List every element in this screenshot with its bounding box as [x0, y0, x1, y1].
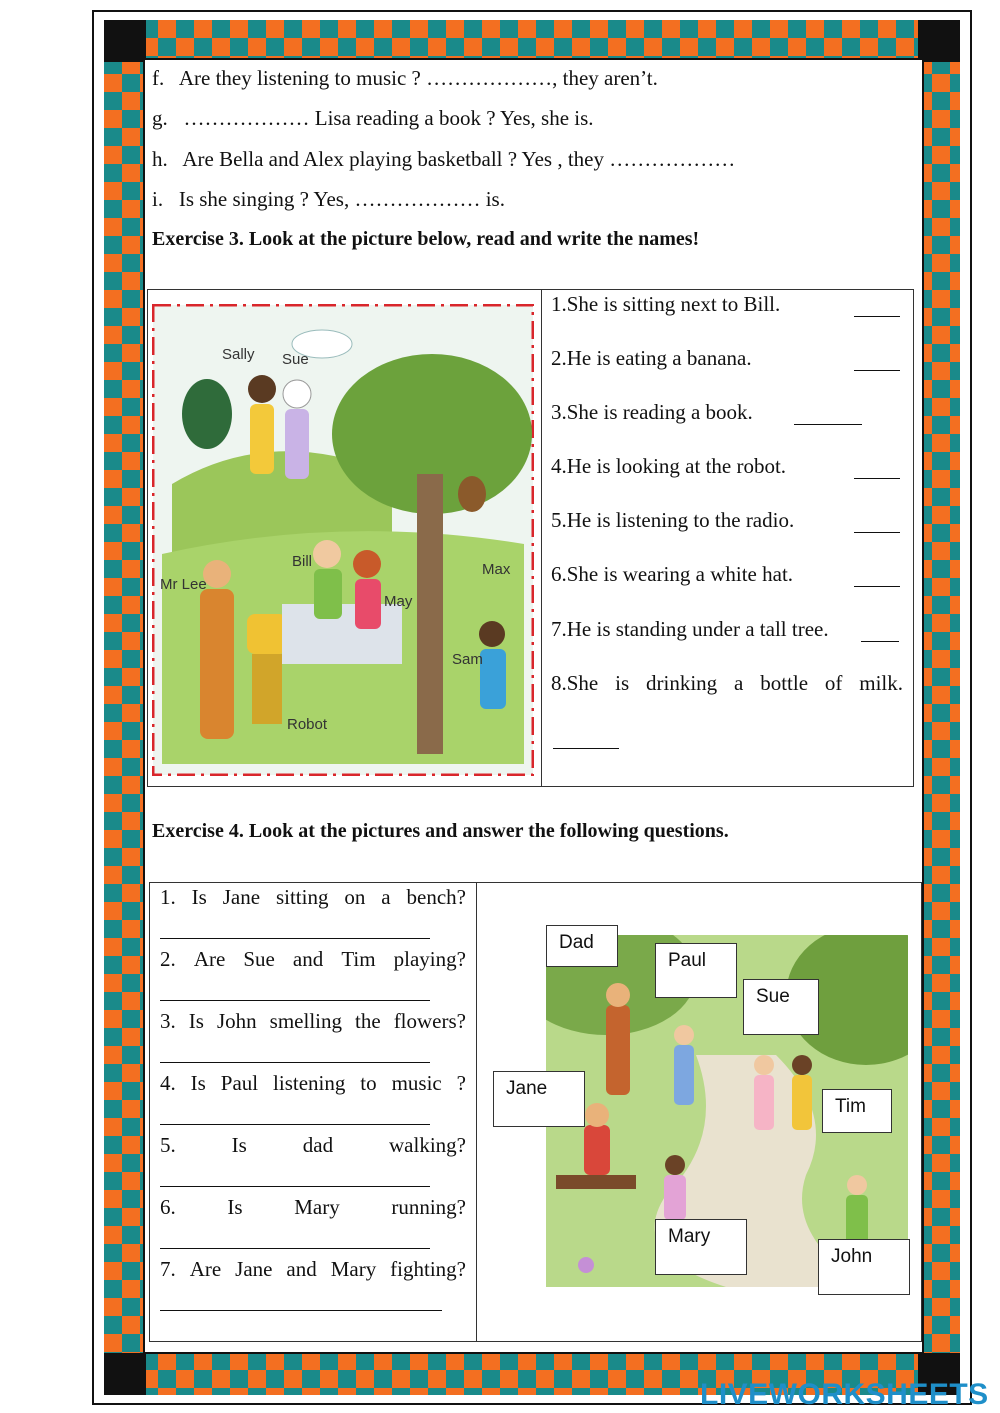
question-word: Is: [188, 1009, 204, 1033]
name-tag-tim: Tim: [822, 1089, 892, 1133]
question-word: Is: [190, 1071, 206, 1095]
question-1: [160, 885, 466, 910]
answer-blank[interactable]: [861, 623, 899, 642]
sentence-5: 5.He is listening to the radio.: [551, 508, 795, 532]
answer-blank[interactable]: [553, 730, 619, 749]
line-text: Is she singing ? Yes, ……………… is.: [178, 187, 505, 211]
sentence-8: 8.She is drinking a bottle of milk.: [551, 671, 903, 695]
question-word: 1.: [160, 885, 176, 909]
label-bill: Bill: [292, 553, 313, 570]
exercise-line-h: [152, 147, 735, 172]
question-word: smelling: [269, 1009, 342, 1033]
line-text: Are they listening to music ? ………………, they aren’t.: [178, 66, 658, 90]
sentence-4: 4.He is looking at the robot.: [551, 454, 787, 478]
name-tag-john: John: [818, 1239, 910, 1295]
table-divider: [541, 290, 542, 786]
line-label: h.: [152, 147, 168, 171]
question-word: bench?: [406, 885, 466, 909]
label-mr-lee: Mr Lee: [160, 576, 207, 593]
name-tag-mary: Mary: [655, 1219, 747, 1275]
exercise-line-i: [152, 187, 505, 212]
liveworksheets-logo: LIVEWORKSHEETS: [700, 1378, 989, 1411]
label-sally: Sally: [222, 346, 255, 363]
name-tag-dad: Dad: [546, 925, 618, 967]
answer-blank[interactable]: [854, 298, 900, 317]
question-word: on: [344, 885, 366, 909]
park-scene-picture: [152, 304, 534, 776]
exercise-4-table: [149, 882, 922, 1342]
question-word: 4.: [160, 1071, 176, 1095]
label-sam: Sam: [452, 651, 483, 668]
label-sue: Sue: [282, 351, 309, 368]
question-word: and: [286, 1257, 317, 1281]
question-word: Mary: [330, 1257, 377, 1281]
question-3: [160, 1009, 466, 1034]
question-word: Are: [189, 1257, 222, 1281]
question-word: Mary: [294, 1195, 340, 1219]
name-tag-sue: Sue: [743, 979, 819, 1035]
question-5: [160, 1133, 466, 1158]
question-word: fighting?: [390, 1257, 466, 1281]
sentence-3: 3.She is reading a book.: [551, 400, 753, 424]
question-word: Sue: [243, 947, 275, 971]
question-word: Is: [191, 885, 207, 909]
answer-line[interactable]: [160, 1123, 430, 1125]
exercise-4-heading: Exercise 4. Look at the pictures and answer the following questions.: [152, 820, 729, 842]
answer-line[interactable]: [160, 1309, 442, 1311]
answer-blank[interactable]: [794, 406, 862, 425]
question-word: ?: [456, 1071, 466, 1095]
answer-line[interactable]: [160, 1061, 430, 1063]
answer-blank[interactable]: [854, 352, 900, 371]
question-word: 3.: [160, 1009, 176, 1033]
line-text: ……………… Lisa reading a book ? Yes, she is.: [183, 106, 594, 130]
label-may: May: [384, 593, 413, 610]
exercise-line-g: [152, 106, 594, 131]
question-word: Are: [193, 947, 226, 971]
table-divider: [476, 883, 477, 1341]
sentence-7: 7.He is standing under a tall tree.: [551, 617, 829, 641]
question-word: Is: [227, 1195, 243, 1219]
exercise-line-f: [152, 66, 658, 91]
question-6: [160, 1195, 466, 1220]
line-label: f.: [152, 66, 165, 90]
question-word: Paul: [220, 1071, 259, 1095]
question-list: [150, 883, 476, 1341]
question-word: dad: [302, 1133, 334, 1157]
sentence-1: 1.She is sitting next to Bill.: [551, 292, 781, 316]
exercise-3-table: [147, 289, 914, 787]
question-word: a: [381, 885, 391, 909]
question-word: Tim: [341, 947, 376, 971]
name-tag-paul: Paul: [655, 943, 737, 998]
question-word: music: [391, 1071, 442, 1095]
question-word: the: [355, 1009, 381, 1033]
question-2: [160, 947, 466, 972]
question-7: [160, 1257, 466, 1282]
label-robot: Robot: [287, 716, 328, 733]
question-word: to: [360, 1071, 377, 1095]
question-word: playing?: [393, 947, 466, 971]
question-word: 5.: [160, 1133, 176, 1157]
question-word: 6.: [160, 1195, 176, 1219]
question-word: Is: [231, 1133, 247, 1157]
question-word: flowers?: [393, 1009, 466, 1033]
question-word: running?: [391, 1195, 466, 1219]
sentence-2: 2.He is eating a banana.: [551, 346, 752, 370]
question-word: Jane: [222, 885, 261, 909]
label-max: Max: [482, 561, 511, 578]
question-4: [160, 1071, 466, 1096]
sentence-6: 6.She is wearing a white hat.: [551, 562, 794, 586]
answer-blank[interactable]: [854, 514, 900, 533]
answer-line[interactable]: [160, 937, 430, 939]
exercise-3-heading: Exercise 3. Look at the picture below, read and write the names!: [152, 228, 700, 250]
line-label: g.: [152, 106, 168, 130]
question-word: John: [216, 1009, 257, 1033]
question-word: Jane: [235, 1257, 273, 1281]
worksheet-content: [143, 58, 924, 1354]
answer-blank[interactable]: [854, 460, 900, 479]
question-word: listening: [273, 1071, 346, 1095]
answer-blank[interactable]: [854, 568, 900, 587]
name-tag-jane: Jane: [493, 1071, 585, 1127]
question-word: sitting: [275, 885, 329, 909]
question-word: 7.: [160, 1257, 176, 1281]
question-word: and: [292, 947, 324, 971]
answer-line[interactable]: [160, 999, 430, 1001]
line-text: Are Bella and Alex playing basketball ? Yes , they ………………: [182, 147, 736, 171]
answer-line[interactable]: [160, 1185, 430, 1187]
line-label: i.: [152, 187, 164, 211]
question-word: walking?: [389, 1133, 466, 1157]
answer-line[interactable]: [160, 1247, 430, 1249]
question-word: 2.: [160, 947, 176, 971]
